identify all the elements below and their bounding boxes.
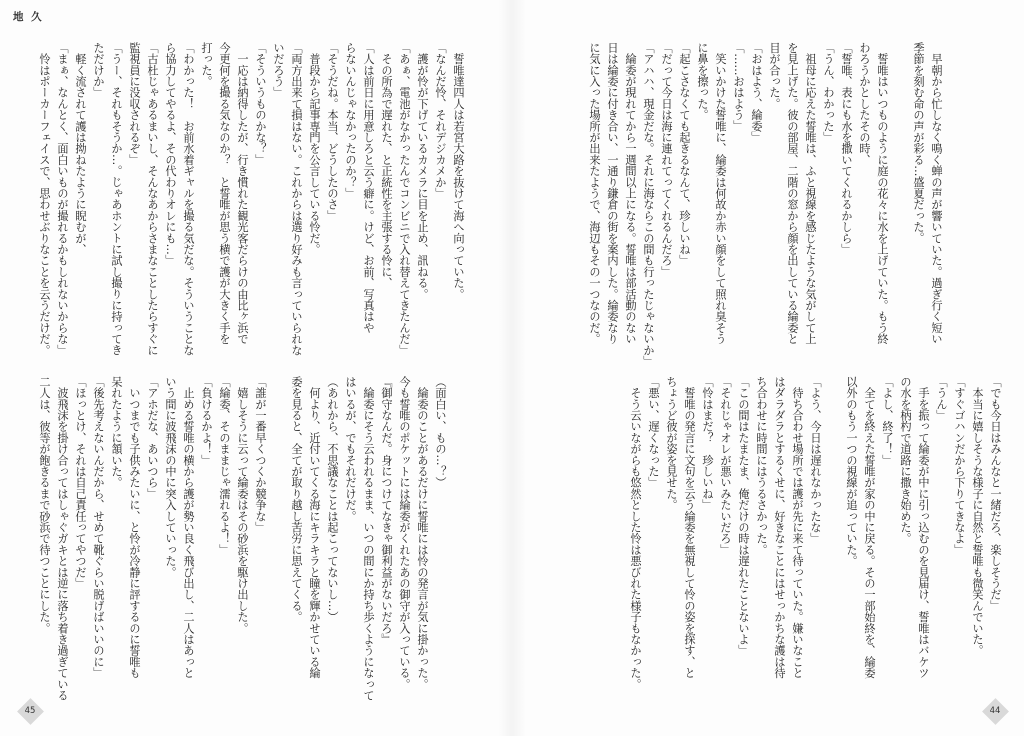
page-number: 45 xyxy=(24,706,36,716)
text-line: 「うー、それもそうか…。じゃあホントに試し撮りに持ってき xyxy=(110,42,123,356)
text-line: 「誓唯、表にも水を撒いてくれるかしら」 xyxy=(840,42,853,255)
right-page-top-text-block xyxy=(585,42,945,372)
text-line: 二人は、彼等が飽きるまで砂浜で待つことにした。 xyxy=(38,376,51,634)
text-line: 日は綸委に付き合い、一通り鎌倉の街を案内した。綸委なり xyxy=(606,42,619,345)
text-line: いつまでも子供みたいに、と怜が冷静に評するのに誓唯も xyxy=(128,376,141,679)
text-line: 止める誓唯の横から護が勢い良く飛び出し、二人はあっと xyxy=(182,376,195,679)
text-line: 「なんだ怜、それデジカメか」 xyxy=(434,42,447,199)
text-line: 本当に嬉しそうな様子に自然と誓唯も微笑んでいた。 xyxy=(971,376,984,656)
text-line: 軽く流されて護は拗ねたように睨むが、 xyxy=(74,42,87,255)
text-line: ただけか」 xyxy=(92,42,105,98)
text-line: 「そうだね。本当、どうしたのさ」 xyxy=(326,42,339,222)
text-line: そう云いながらも悠然とした怜は悪びれた様子もなかった。 xyxy=(629,376,642,690)
text-line: 早朝から忙しなく鳴く蝉の声が響いていた。過ぎ行く短い xyxy=(930,42,943,345)
text-line: 「ほっとけ、それは自己責任ってやつだ」 xyxy=(74,376,87,589)
text-line: に鼻を擦った。 xyxy=(696,42,709,121)
text-line: 何より、近付いてくる海にキラキラと瞳を輝かせている綸 xyxy=(308,376,321,679)
text-line: 「だって今日は海に連れてってくれるんだろ」 xyxy=(660,42,673,278)
text-line: 「起こさなくても起きるなんて、珍しいね」 xyxy=(678,42,691,266)
scene-break xyxy=(891,42,909,43)
text-line: 「怜はまだ？ 珍しいね」 xyxy=(701,376,714,511)
text-line: いだろう」 xyxy=(272,42,285,98)
text-line: はダラダラとするくせに、好きなことにはせっかちな護は待 xyxy=(773,376,786,679)
text-line: 「よし、終了！」 xyxy=(881,376,894,466)
text-line: 「……おはよう」 xyxy=(732,42,745,132)
text-line: 手を振って綸委が中に引っ込むのを見届け、誓唯はバケツ xyxy=(917,376,930,679)
text-line: 「アホだな、あいつら」 xyxy=(146,376,159,500)
text-line: 「アハハ、現金だな。それに海ならこの間も行ったじゃないか」 xyxy=(642,42,655,367)
text-line: 「両方出来て損はない。これからは選り好みも言っていられな xyxy=(290,42,303,356)
text-line: 「それじゃオレが悪いみたいだろ」 xyxy=(719,376,732,556)
text-line: 「わかった！ お前水着ギャルを撮る気だな。そういうことな xyxy=(182,42,195,356)
text-line: 季節を刻む命の声が彩る…盛夏だった。 xyxy=(912,42,925,244)
text-line: 祖母に応えた誓唯は、ふと視線を感じたような気がして上 xyxy=(804,42,817,345)
text-line: に気に入った場所が出来たようで、海辺もその一つなのだ。 xyxy=(588,42,601,345)
text-line: らないんじゃなかったのか？」 xyxy=(344,42,357,199)
text-line: ち合わせに時間にはうるさかった。 xyxy=(755,376,768,556)
text-line: 「後先考えないんだから、せめて靴ぐらい脱げばいいのに」 xyxy=(92,376,105,679)
text-line: その所為で遅れた、と正統性を主張する怜に、 xyxy=(380,42,393,289)
text-line: 「おはよう、綸委」 xyxy=(750,42,763,143)
text-line: ちょうど彼が姿を見せた。 xyxy=(665,376,678,511)
text-line: 「古杜じゃあるまいし、そんなあからさまなことしたらすぐに xyxy=(146,42,159,356)
text-line: （あれから、不思議なことは起こってないし…） xyxy=(326,376,339,623)
left-page-bottom-text-block xyxy=(35,376,449,706)
text-line: 普段から記事専門を公言している怜だ。 xyxy=(308,42,321,255)
text-line: 誓唯はいつものように庭の花々に水を上げていた。もう終 xyxy=(876,42,889,345)
text-line: 全てを終えた誓唯が家の中に戻る。その一部始終を、綸委 xyxy=(863,376,876,679)
text-line: の水を柄杓で道路に撒き始めた。 xyxy=(899,376,912,544)
text-line: 監視員に没収されるぞ」 xyxy=(128,42,141,166)
text-line: 以外のもう一つの視線が追っていた。 xyxy=(845,376,858,567)
text-line: 委を見ると、全てが取り越し苦労に思えてくる。 xyxy=(290,376,303,623)
text-line: ら協力してやるよ、その代わりオレにも…」 xyxy=(164,42,177,266)
text-line: 「悪い、遅くなった」 xyxy=(647,376,660,488)
text-line: 綸委にそう云われるまま、いつの間にか持ち歩くようになって xyxy=(362,376,375,701)
text-line: 一応は納得したが、行き慣れた観光客だらけの由比ヶ浜で xyxy=(236,42,249,345)
text-line: 「負けるかよ！」 xyxy=(200,376,213,466)
text-line: 「うん」 xyxy=(935,376,948,421)
scene-break xyxy=(269,376,287,377)
text-line: 怜はポーカーフェイスで、思わせぶりなことを云うだけだ。 xyxy=(38,42,51,356)
text-line: はいるが、でもそれだけだ。 xyxy=(344,376,357,522)
text-line: 嬉しそうに云って綸委はその砂浜を駆け出した。 xyxy=(236,376,249,634)
text-line: 待ち合わせ場所では護が先に来て待っていた。嫌いなこと xyxy=(791,376,804,679)
text-line: 「あぁ、電池がなかったんでコンビニで入れ替えてきたんだ」 xyxy=(398,42,411,356)
text-line: 今も誓唯のポケットには綸委がくれたあの御守が入っている。 xyxy=(398,376,411,690)
page-number: 44 xyxy=(989,706,1001,716)
text-line: 「うん、わかった」 xyxy=(822,42,835,143)
page-number-badge xyxy=(983,699,1007,723)
text-line: 「そういうものかな？」 xyxy=(254,42,267,166)
text-line: 綸委のことがあるだけに誓唯には怜の発言が気に掛かった。 xyxy=(416,376,429,690)
text-line: 「よう、今日は遅れなかったな」 xyxy=(809,376,822,544)
running-header: 地 久 xyxy=(13,11,44,23)
right-page-bottom-text-block xyxy=(626,376,1004,706)
text-line: 誓唯達四人は若宮大路を抜けて海へ向っていた。 xyxy=(452,42,465,300)
text-line: 笑いかけた誓唯に、綸委は何故か赤い顔をして照れ臭そう xyxy=(714,42,727,345)
text-line: 「まぁ、なんとく、面白いものが撮れるかもしれないからな」 xyxy=(56,42,69,356)
text-line: 波飛沫を掛け合ってはしゃぐガキとは逆に落ち着き過ぎている xyxy=(56,376,69,701)
text-line: 誓唯の発言に文句を云う綸委を無視して怜の姿を探す、と xyxy=(683,376,696,679)
text-line: を見上げた。彼の部屋、二階の窓から顔を出している綸委と xyxy=(786,42,799,345)
scene-break xyxy=(824,376,842,377)
left-page-top-text-block xyxy=(35,42,467,372)
text-line: 打った。 xyxy=(200,42,213,87)
text-line: いう間に波飛沫の中に突入していった。 xyxy=(164,376,177,578)
text-line: わろうかとしたその時、 xyxy=(858,42,871,166)
text-line: 『御守なんだ。身につけてなきゃ御利益がないだろ』 xyxy=(380,376,393,645)
text-line: 「誰が一番早くつくか競争な」 xyxy=(254,376,267,533)
text-line: 「すぐゴハンだから下りてきなよ」 xyxy=(953,376,966,556)
text-line: 「綸委、そのままじゃ濡れるよ！」 xyxy=(218,376,231,556)
text-line: 「人は前日に用意しろと云う癖に。けど、お前、写真はや xyxy=(362,42,375,334)
page-number-badge xyxy=(18,699,42,723)
text-line: 護が怜が下げているカメラに目を止め、訊ねる。 xyxy=(416,42,429,300)
text-line: 「この間はたまたま、俺だけの時は遅れたことないよ」 xyxy=(737,376,750,656)
text-line: 目が合った。 xyxy=(768,42,781,110)
text-line: （面白い、もの…？） xyxy=(434,376,447,488)
text-line: 今更何を撮る気なのか？ と誓唯が思う横で護が大きく手を xyxy=(218,42,231,345)
text-line: 綸委が現れてから一週間以上になる。誓唯は部活動のない xyxy=(624,42,637,345)
right-page xyxy=(512,0,1024,736)
text-line: 「でも今日はみんなと一緒だろ、楽しそうだ」 xyxy=(989,376,1002,612)
text-line: 呆れたように頷いた。 xyxy=(110,376,123,488)
